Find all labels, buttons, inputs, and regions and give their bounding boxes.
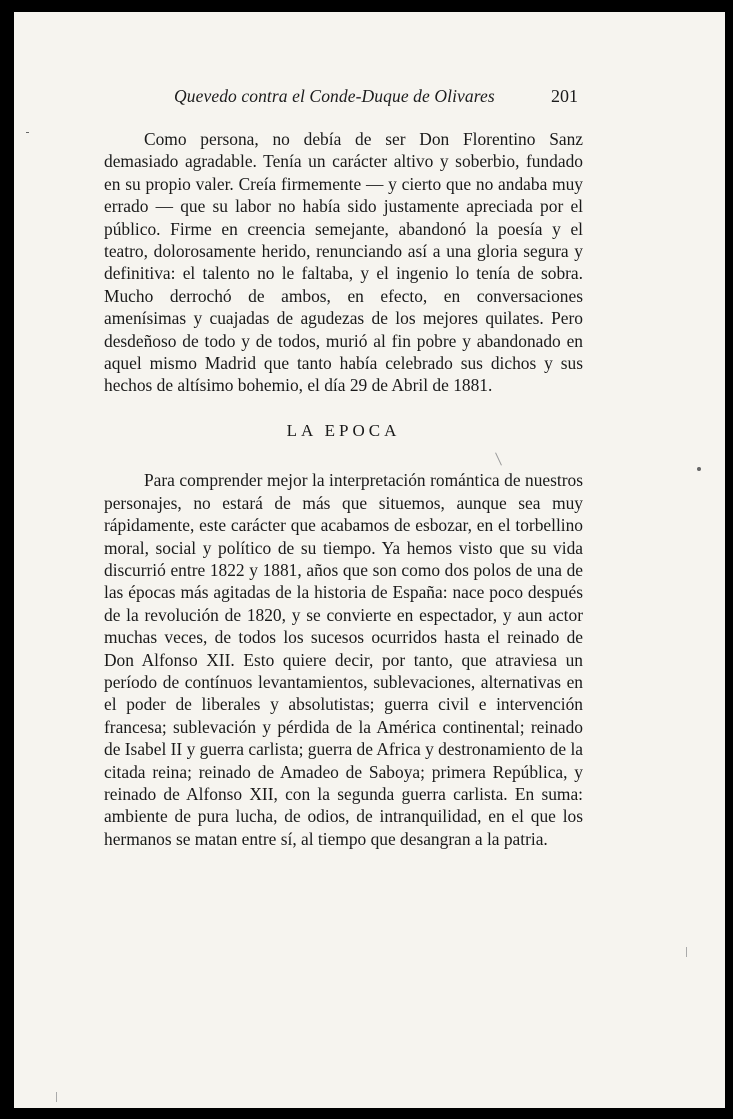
scan-speck [686, 947, 687, 957]
page-number: 201 [551, 86, 578, 106]
paragraph-florentino-sanz: Como persona, no debía de ser Don Florentino Sanz demasiado agradable. Tenía un carácter altivo y soberbio, fundado en su propio valer. Creía firmemente — y cierto que no andaba muy errado — que su labor no había sido justamente apreciada por el público. Firme en creencia semejante, abandonó la poesía y el teatro, dolorosamente herido, renunciando así a una gloria segura y definitiva: el talento no le faltaba, y el ingenio lo tenía de sobra. Mucho derrochó de ambos, en efecto, en conversaciones amenísimas y cuajadas de agudezas de los mejores quilates. Pero desdeñoso de todo y de todos, murió al fin pobre y abandonado en aquel mismo Madrid que tanto había celebrado sus dichos y sus hechos de altísimo bohemio, el día 29 de Abril de 1881. [104, 129, 583, 396]
book-page [14, 12, 725, 1108]
page-header [14, 86, 725, 116]
body-text [104, 128, 583, 850]
running-title: Quevedo contra el Conde-Duque de Olivares [174, 86, 495, 106]
section-heading: LA EPOCA [286, 420, 401, 440]
scan-speck [56, 1092, 57, 1102]
scan-speck [26, 132, 29, 133]
paragraph-la-epoca: Para comprender mejor la interpretación romántica de nuestros personajes, no estará de más que situemos, aunque sea muy rápidamente, este carácter que acabamos de esbozar, en el torbellino moral, social y político de su tiempo. Ya hemos visto que su vida discurrió entre 1822 y 1881, años que son como dos polos de una de las épocas más agitadas de la historia de España: nace poco después de la revolución de 1820, y se convierte en espectador, y aun actor muchas veces, de todos los sucesos ocurridos hasta el reinado de Don Alfonso XII. Esto quiere decir, por tanto, que atraviesa un período de contínuos levantamientos, sublevaciones, alternativas en el poder de liberales y absolutistas; guerra civil e intervención francesa; sublevación y pérdida de la América continental; reinado de Isabel II y guerra carlista; guerra de Africa y destronamiento de la citada reina; reinado de Amadeo de Saboya; primera República, y reinado de Alfonso XII, con la segunda guerra carlista. En suma: ambiente de pura lucha, de odios, de intranquilidad, en el que los hermanos se matan entre sí, al tiempo que desangran a la patria. [104, 470, 583, 849]
scan-speck [697, 467, 701, 471]
